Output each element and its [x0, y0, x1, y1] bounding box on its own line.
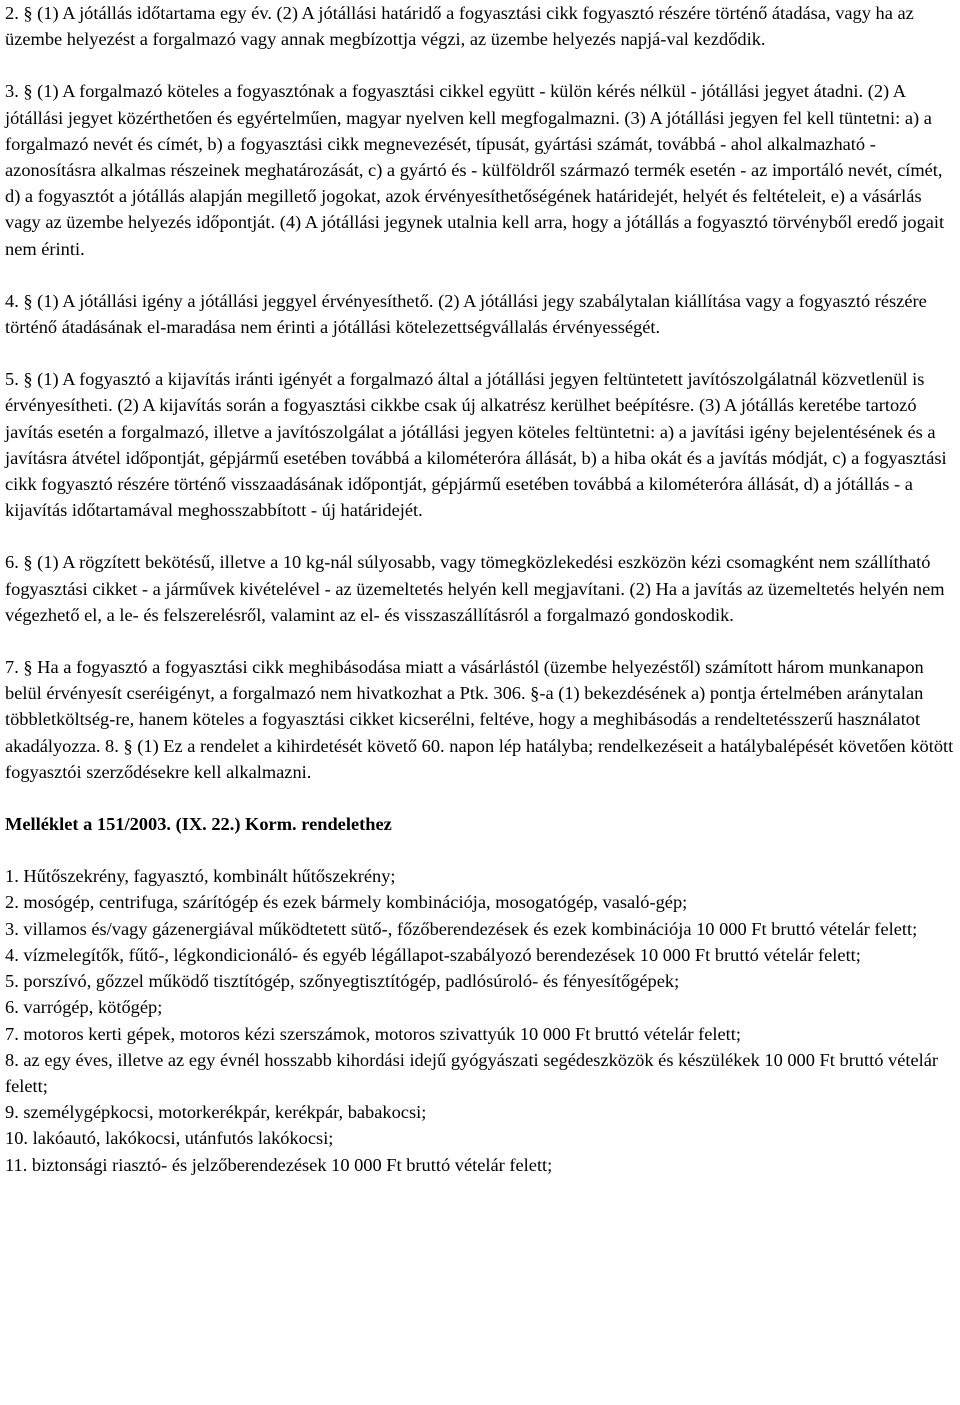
annex-item: 2. mosógép, centrifuga, szárítógép és ezek bármely kombinációja, mosogatógép, vasaló-gép; [5, 892, 688, 913]
paragraph-section-7-8: 7. § Ha a fogyasztó a fogyasztási cikk meghibásodása miatt a vásárlástól (üzembe helyezéstől) számított három munkanapon belül érvényesít cseréigényt, a forgalmazó nem hivatkozhat a Ptk. 306. §-a (1) bekezdésének a) pontja értelmében aránytalan többletköltség-re, hanem köteles a fogyasztási cikket kicserélni, feltéve, hogy a meghibásodás a rendeltetésszerű használatot akadályozza. 8. § (1) Ez a rendelet a kihirdetését követő 60. napon lép hatályba; rendelkezéseit a hatálybalépését követően kötött fogyasztói szerződésekre kell alkalmazni. [5, 657, 954, 782]
paragraph-section-2: 2. § (1) A jótállás időtartama egy év. (2) A jótállási határidő a fogyasztási cikk fogyasztó részére történő átadása, vagy ha az üzembe helyezést a forgalmazó vagy annak megbízottja végzi, az üzembe helyezés napjá-val kezdődik. [5, 3, 914, 50]
annex-item: 3. villamos és/vagy gázenergiával működtetett sütő-, főzőberendezések és ezek kombinációja 10 000 Ft bruttó vételár felett; [5, 918, 918, 939]
paragraph-section-6: 6. § (1) A rögzített bekötésű, illetve a 10 kg-nál súlyosabb, vagy tömegközlekedési eszközön kézi csomagként nem szállítható fogyasztási cikket - a járművek kivételével - az üzemeltetés helyén kell megjavítani. (2) Ha a javítás az üzemeltetés helyén nem végezhető el, a le- és felszerelésről, valamint az el- és visszaszállításról a forgalmazó gondoskodik. [5, 552, 945, 625]
paragraph-section-5: 5. § (1) A fogyasztó a kijavítás iránti igényét a forgalmazó által a jótállási jegyen feltüntetett javítószolgálatnál közvetlenül is érvényesítheti. (2) A kijavítás során a fogyasztási cikkbe csak új alkatrész kerülhet beépítésre. (3) A jótállás keretébe tartozó javítás esetén a forgalmazó, illetve a javítószolgálat a jótállási jegyen köteles feltüntetni: a) a javítási igény bejelentésének és a javításra átvétel időpontját, gépjármű esetében továbbá a kilométeróra állását, b) a hiba okát és a javítás módját, c) a fogyasztási cikk fogyasztó részére történő visszaadásának időpontját, gépjármű esetében továbbá a kilométeróra állását, d) a jótállás - a kijavítás időtartamával meghosszabbított - új határidejét. [5, 369, 947, 521]
annex-item: 5. porszívó, gőzzel működő tisztítógép, szőnyegtisztítógép, padlósúroló- és fényesítőgépek; [5, 971, 680, 992]
annex-item: 9. személygépkocsi, motorkerékpár, kerékpár, babakocsi; [5, 1102, 427, 1123]
annex-item: 8. az egy éves, illetve az egy évnél hosszabb kihordási idejű gyógyászati segédeszközök és készülékek 10 000 Ft bruttó vételár felett; [5, 1049, 939, 1096]
annex-item: 1. Hűtőszekrény, fagyasztó, kombinált hűtőszekrény; [5, 866, 396, 887]
annex-heading: Melléklet a 151/2003. (IX. 22.) Korm. rendelethez [5, 814, 392, 835]
paragraph-section-3: 3. § (1) A forgalmazó köteles a fogyasztónak a fogyasztási cikkel együtt - külön kérés nélkül - jótállási jegyet átadni. (2) A jótállási jegyet közérthetően és egyértelműen, magyar nyelven kell megfogalmazni. (3) A jótállási jegyen fel kell tüntetni: a) a forgalmazó nevét és címét, b) a fogyasztási cikk megnevezését, típusát, gyártási számát, továbbá - ahol alkalmazható - azonosításra alkalmas részeinek meghatározását, c) a gyártó és - külföldről származó termék esetén - az importáló nevét, címét, d) a fogyasztót a jótállás alapján megillető jogokat, azok érvényesíthetőségének határidejét, helyét és feltételeit, e) a vásárlás vagy az üzembe helyezés időpontját. (4) A jótállási jegynek utalnia kell arra, hogy a jótállás a fogyasztó törvényből eredő jogait nem érinti. [5, 81, 945, 259]
annex-item: 7. motoros kerti gépek, motoros kézi szerszámok, motoros szivattyúk 10 000 Ft bruttó vételár felett; [5, 1023, 741, 1044]
document-page [5, 0, 957, 1178]
annex-item: 10. lakóautó, lakókocsi, utánfutós lakókocsi; [5, 1128, 334, 1149]
annex-list [5, 863, 957, 1177]
annex-item: 6. varrógép, kötőgép; [5, 997, 163, 1018]
annex-item: 4. vízmelegítők, fűtő-, légkondicionáló- és egyéb légállapot-szabályozó berendezések 10 000 Ft bruttó vételár felett; [5, 944, 861, 965]
paragraph-section-4: 4. § (1) A jótállási igény a jótállási jeggyel érvényesíthető. (2) A jótállási jegy szabálytalan kiállítása vagy a fogyasztó részére történő átadásának el-maradása nem érinti a jótállási kötelezettségvállalás érvényességét. [5, 290, 927, 338]
annex-item: 11. biztonsági riasztó- és jelzőberendezések 10 000 Ft bruttó vételár felett; [5, 1154, 553, 1175]
